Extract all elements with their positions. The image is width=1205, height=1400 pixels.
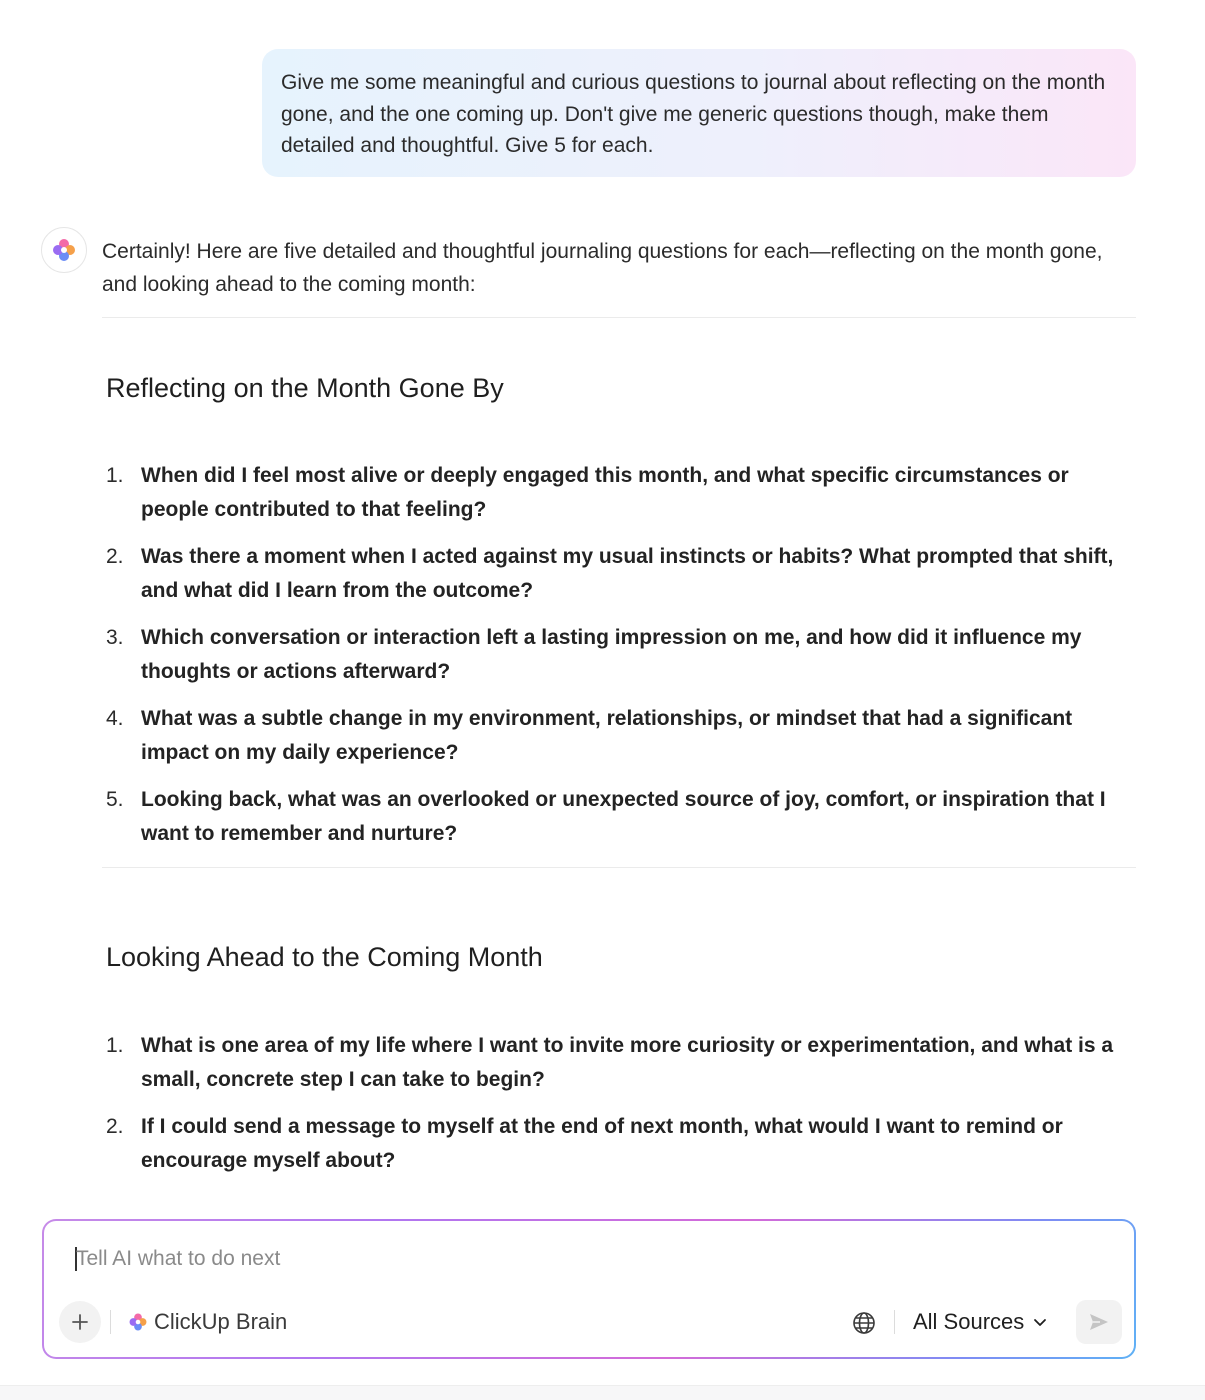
ai-intro-text: Certainly! Here are five detailed and thoughtful journaling questions for each—reflecting on the month gone, and looking ahead to the coming month: bbox=[102, 240, 1103, 296]
globe-icon bbox=[852, 1311, 876, 1335]
ai-avatar bbox=[41, 227, 87, 273]
question-text: Which conversation or interaction left a lasting impression on me, and how did it influence my thoughts or actions afterward? bbox=[141, 626, 1082, 683]
list-number: 5. bbox=[106, 788, 124, 811]
clickup-brain-label: ClickUp Brain bbox=[154, 1309, 288, 1334]
question-text: Looking back, what was an overlooked or unexpected source of joy, comfort, or inspiration that I want to remember and nurture? bbox=[141, 788, 1106, 845]
list-number: 2. bbox=[106, 1115, 124, 1138]
prompt-input[interactable] bbox=[76, 1243, 976, 1275]
user-message-text: Give me some meaningful and curious questions to journal about reflecting on the month gone, and the one coming up. Don't give me generic questions though, make them detailed and thoughtful. Give 5 for each. bbox=[281, 71, 1106, 157]
list-number: 1. bbox=[106, 1034, 124, 1057]
sources-label: All Sources bbox=[913, 1309, 1025, 1334]
list-number: 4. bbox=[106, 707, 124, 730]
question-text: Was there a moment when I acted against my usual instincts or habits? What prompted that shift, and what did I learn from the outcome? bbox=[141, 545, 1114, 602]
question-text: What is one area of my life where I want to invite more curiosity or experimentation, and what is a small, concrete step I can take to begin? bbox=[141, 1034, 1114, 1091]
question-list-month-gone bbox=[102, 459, 1132, 864]
composer bbox=[42, 1219, 1136, 1359]
section-title-month-gone: Reflecting on the Month Gone By bbox=[106, 373, 504, 403]
clickup-brain-logo-icon bbox=[51, 237, 77, 263]
question-text: What was a subtle change in my environment, relationships, or mindset that had a significant impact on my daily experience? bbox=[141, 707, 1073, 764]
sources-dropdown[interactable] bbox=[913, 1306, 1048, 1338]
composer-inner bbox=[44, 1221, 1134, 1357]
separator bbox=[894, 1310, 895, 1334]
section-title-coming-month: Looking Ahead to the Coming Month bbox=[106, 942, 543, 972]
divider bbox=[102, 317, 1136, 318]
question-list-coming-month bbox=[102, 1029, 1132, 1191]
add-attachment-button[interactable] bbox=[59, 1301, 101, 1343]
clickup-brain-logo-icon bbox=[128, 1312, 148, 1332]
question-text: When did I feel most alive or deeply engaged this month, and what specific circumstances or people contributed to that feeling? bbox=[141, 464, 1069, 521]
list-item bbox=[102, 621, 1132, 688]
bottom-strip bbox=[0, 1385, 1205, 1400]
list-item bbox=[102, 1029, 1132, 1096]
list-item bbox=[102, 702, 1132, 769]
chevron-down-icon bbox=[1032, 1314, 1048, 1330]
list-item bbox=[102, 1110, 1132, 1177]
list-item bbox=[102, 459, 1132, 526]
question-text: If I could send a message to myself at the end of next month, what would I want to remind or encourage myself about? bbox=[141, 1115, 1063, 1172]
user-message-bubble bbox=[262, 49, 1136, 177]
list-number: 1. bbox=[106, 464, 124, 487]
plus-icon bbox=[71, 1313, 89, 1331]
send-icon bbox=[1087, 1310, 1111, 1334]
divider bbox=[102, 867, 1136, 868]
list-number: 2. bbox=[106, 545, 124, 568]
separator bbox=[110, 1310, 111, 1334]
list-item bbox=[102, 540, 1132, 607]
clickup-brain-selector[interactable] bbox=[128, 1306, 287, 1338]
list-item bbox=[102, 783, 1132, 850]
send-button[interactable] bbox=[1076, 1300, 1122, 1344]
web-search-toggle[interactable] bbox=[850, 1309, 878, 1337]
list-number: 3. bbox=[106, 626, 124, 649]
